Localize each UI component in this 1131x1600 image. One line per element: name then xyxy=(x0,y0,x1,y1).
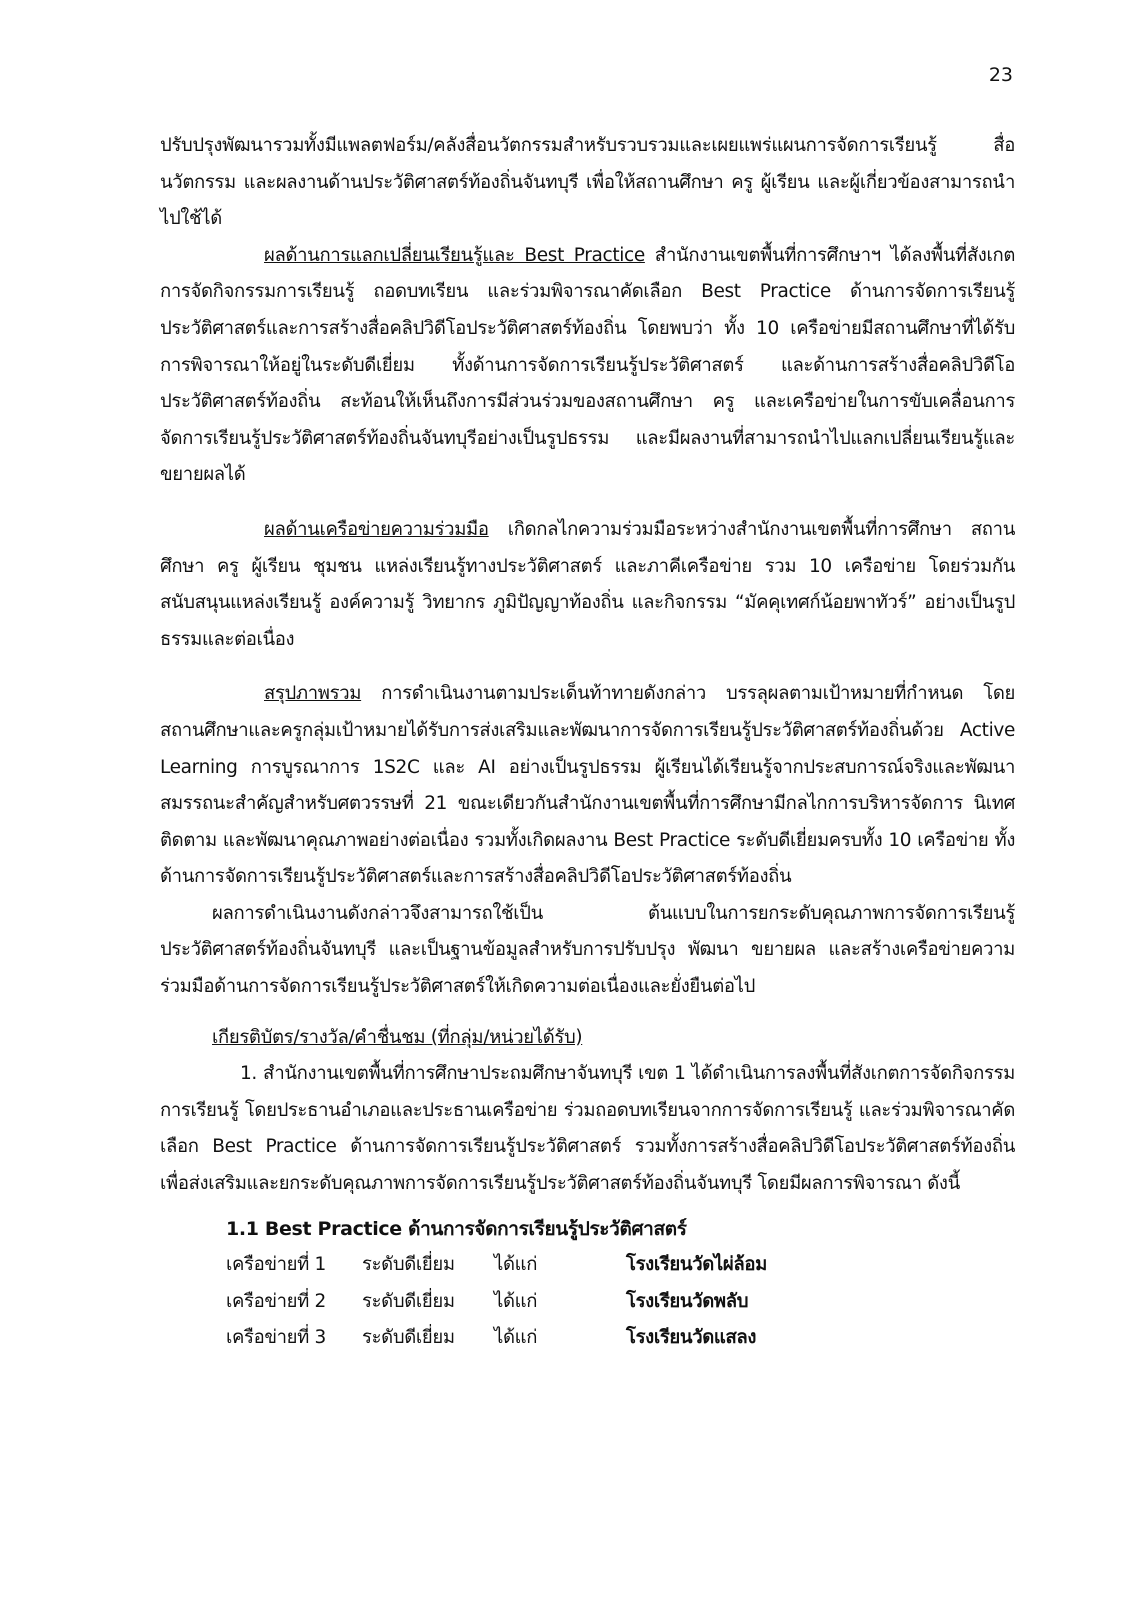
exchange-heading: ผลด้านการแลกเปลี่ยนเรียนรู้และ Best Practice xyxy=(264,244,645,266)
table-row xyxy=(226,1284,767,1321)
intro-paragraph: ปรับปรุงพัฒนารวมทั้งมีแพลตฟอร์ม/คลังสื่อนวัตกรรมสำหรับรวบรวมและเผยแพร่แผนการจัดการเรียนรู้ สื่อ นวัตกรรม และผลงานด้านประวัติศาสตร์ท้องถิ่นจันทบุรี เพื่อให้สถานศึกษา ครู ผู้เรียน และผู้เกี่ยวข้องสามารถนำไปใช้ได้ xyxy=(160,135,1015,230)
network-paragraph xyxy=(160,512,1015,658)
award-level: ระดับดีเยี่ยม xyxy=(362,1254,455,1276)
award-level: ระดับดีเยี่ยม xyxy=(362,1327,455,1349)
award-label: ได้แก่ xyxy=(494,1254,538,1276)
network-name: เครือข่ายที่ 1 xyxy=(226,1254,326,1276)
award-label: ได้แก่ xyxy=(494,1327,538,1349)
page-number: 23 xyxy=(988,64,1013,86)
document-body xyxy=(160,128,1015,1357)
award-label: ได้แก่ xyxy=(494,1290,538,1312)
conclusion-paragraph: ผลการดำเนินงานดังกล่าวจึงสามารถใช้เป็น ต้นแบบในการยกระดับคุณภาพการจัดการเรียนรู้ประวัติศาสตร์ท้องถิ่นจันทบุรี และเป็นฐานข้อมูลสำหรับการปรับปรุง พัฒนา ขยายผล และสร้างเครือข่ายความร่วมมือด้านการจัดการเรียนรู้ประวัติศาสตร์ให้เกิดความต่อเนื่องและยั่งยืนต่อไป xyxy=(160,902,1015,998)
practice-title: 1.1 Best Practice ด้านการจัดการเรียนรู้ประวัติศาสตร์ xyxy=(226,1217,687,1240)
awards-heading xyxy=(160,1020,1015,1057)
network-name: เครือข่ายที่ 3 xyxy=(226,1327,326,1349)
best-practice-table xyxy=(226,1247,767,1357)
summary-paragraph xyxy=(160,676,1015,896)
school-name: โรงเรียนวัดไผ่ล้อม xyxy=(626,1254,767,1276)
network-text: เกิดกลไกความร่วมมือระหว่างสำนักงานเขตพื้นที่การศึกษา สถานศึกษา ครู ผู้เรียน ชุมชน แหล่งเรียนรู้ทางประวัติศาสตร์ และภาคีเครือข่าย รวม 10 เครือข่าย โดยร่วมกันสนับสนุนแหล่งเรียนรู้ องค์ความรู้ วิทยากร ภูมิปัญญาท้องถิ่น และกิจกรรม “มัคคุเทศก์น้อยพาทัวร์” อย่างเป็นรูปธรรมและต่อเนื่อง xyxy=(160,518,1015,650)
summary-heading: สรุปภาพรวม xyxy=(264,683,362,705)
network-name: เครือข่ายที่ 2 xyxy=(226,1290,326,1312)
award-level: ระดับดีเยี่ยม xyxy=(362,1290,455,1312)
summary-text: การดำเนินงานตามประเด็นท้าทายดังกล่าว บรรลุผลตามเป้าหมายที่กำหนด โดยสถานศึกษาและครูกลุ่มเป้าหมายได้รับการส่งเสริมและพัฒนาการจัดการเรียนรู้ประวัติศาสตร์ท้องถิ่นด้วย Active Learning การบูรณาการ 1S2C และ AI อย่างเป็นรูปธรรม ผู้เรียนได้เรียนรู้จากประสบการณ์จริงและพัฒนาสมรรถนะสำคัญสำหรับศตวรรษที่ 21 ขณะเดียวกันสำนักงานเขตพื้นที่การศึกษามีกลไกการบริหารจัดการ นิเทศ ติดตาม และพัฒนาคุณภาพอย่างต่อเนื่อง รวมทั้งเกิดผลงาน Best Practice ระดับดีเยี่ยมครบทั้ง 10 เครือข่าย ทั้งด้านการจัดการเรียนรู้ประวัติศาสตร์และการสร้างสื่อคลิปวิดีโอประวัติศาสตร์ท้องถิ่น xyxy=(160,683,1015,888)
school-name: โรงเรียนวัดแสลง xyxy=(626,1327,757,1349)
awards-heading-text: เกียรติบัตร/รางวัล/คำชื่นชม (ที่กลุ่ม/หน่วยได้รับ) xyxy=(212,1026,583,1048)
table-row xyxy=(226,1247,767,1284)
exchange-paragraph xyxy=(160,238,1015,494)
award-item-1: 1. สำนักงานเขตพื้นที่การศึกษาประถมศึกษาจันทบุรี เขต 1 ได้ดำเนินการลงพื้นที่สังเกตการจัดกิจกรรมการเรียนรู้ โดยประธานอำเภอและประธานเครือข่าย ร่วมถอดบทเรียนจากการจัดการเรียนรู้ และร่วมพิจารณาคัดเลือก Best Practice ด้านการจัดการเรียนรู้ประวัติศาสตร์ รวมทั้งการสร้างสื่อคลิปวิดีโอประวัติศาสตร์ท้องถิ่น เพื่อส่งเสริมและยกระดับคุณภาพการจัดการเรียนรู้ประวัติศาสตร์ท้องถิ่นจันทบุรี โดยมีผลการพิจารณา ดังนี้ xyxy=(160,1063,1015,1195)
table-row xyxy=(226,1320,767,1357)
exchange-text: สำนักงานเขตพื้นที่การศึกษาฯ ได้ลงพื้นที่สังเกตการจัดกิจกรรมการเรียนรู้ ถอดบทเรียน และร่วมพิจารณาคัดเลือก Best Practice ด้านการจัดการเรียนรู้ประวัติศาสตร์และการสร้างสื่อคลิปวิดีโอประวัติศาสตร์ท้องถิ่น โดยพบว่า ทั้ง 10 เครือข่ายมีสถานศึกษาที่ได้รับการพิจารณาให้อยู่ในระดับดีเยี่ยม ทั้งด้านการจัดการเรียนรู้ประวัติศาสตร์ และด้านการสร้างสื่อคลิปวิดีโอประวัติศาสตร์ท้องถิ่น สะท้อนให้เห็นถึงการมีส่วนร่วมของสถานศึกษา ครู และเครือข่ายในการขับเคลื่อนการจัดการเรียนรู้ประวัติศาสตร์ท้องถิ่นจันทบุรีอย่างเป็นรูปธรรม และมีผลงานที่สามารถนำไปแลกเปลี่ยนเรียนรู้และขยายผลได้ xyxy=(160,244,1015,486)
network-heading: ผลด้านเครือข่ายความร่วมมือ xyxy=(264,518,489,540)
school-name: โรงเรียนวัดพลับ xyxy=(626,1290,749,1312)
